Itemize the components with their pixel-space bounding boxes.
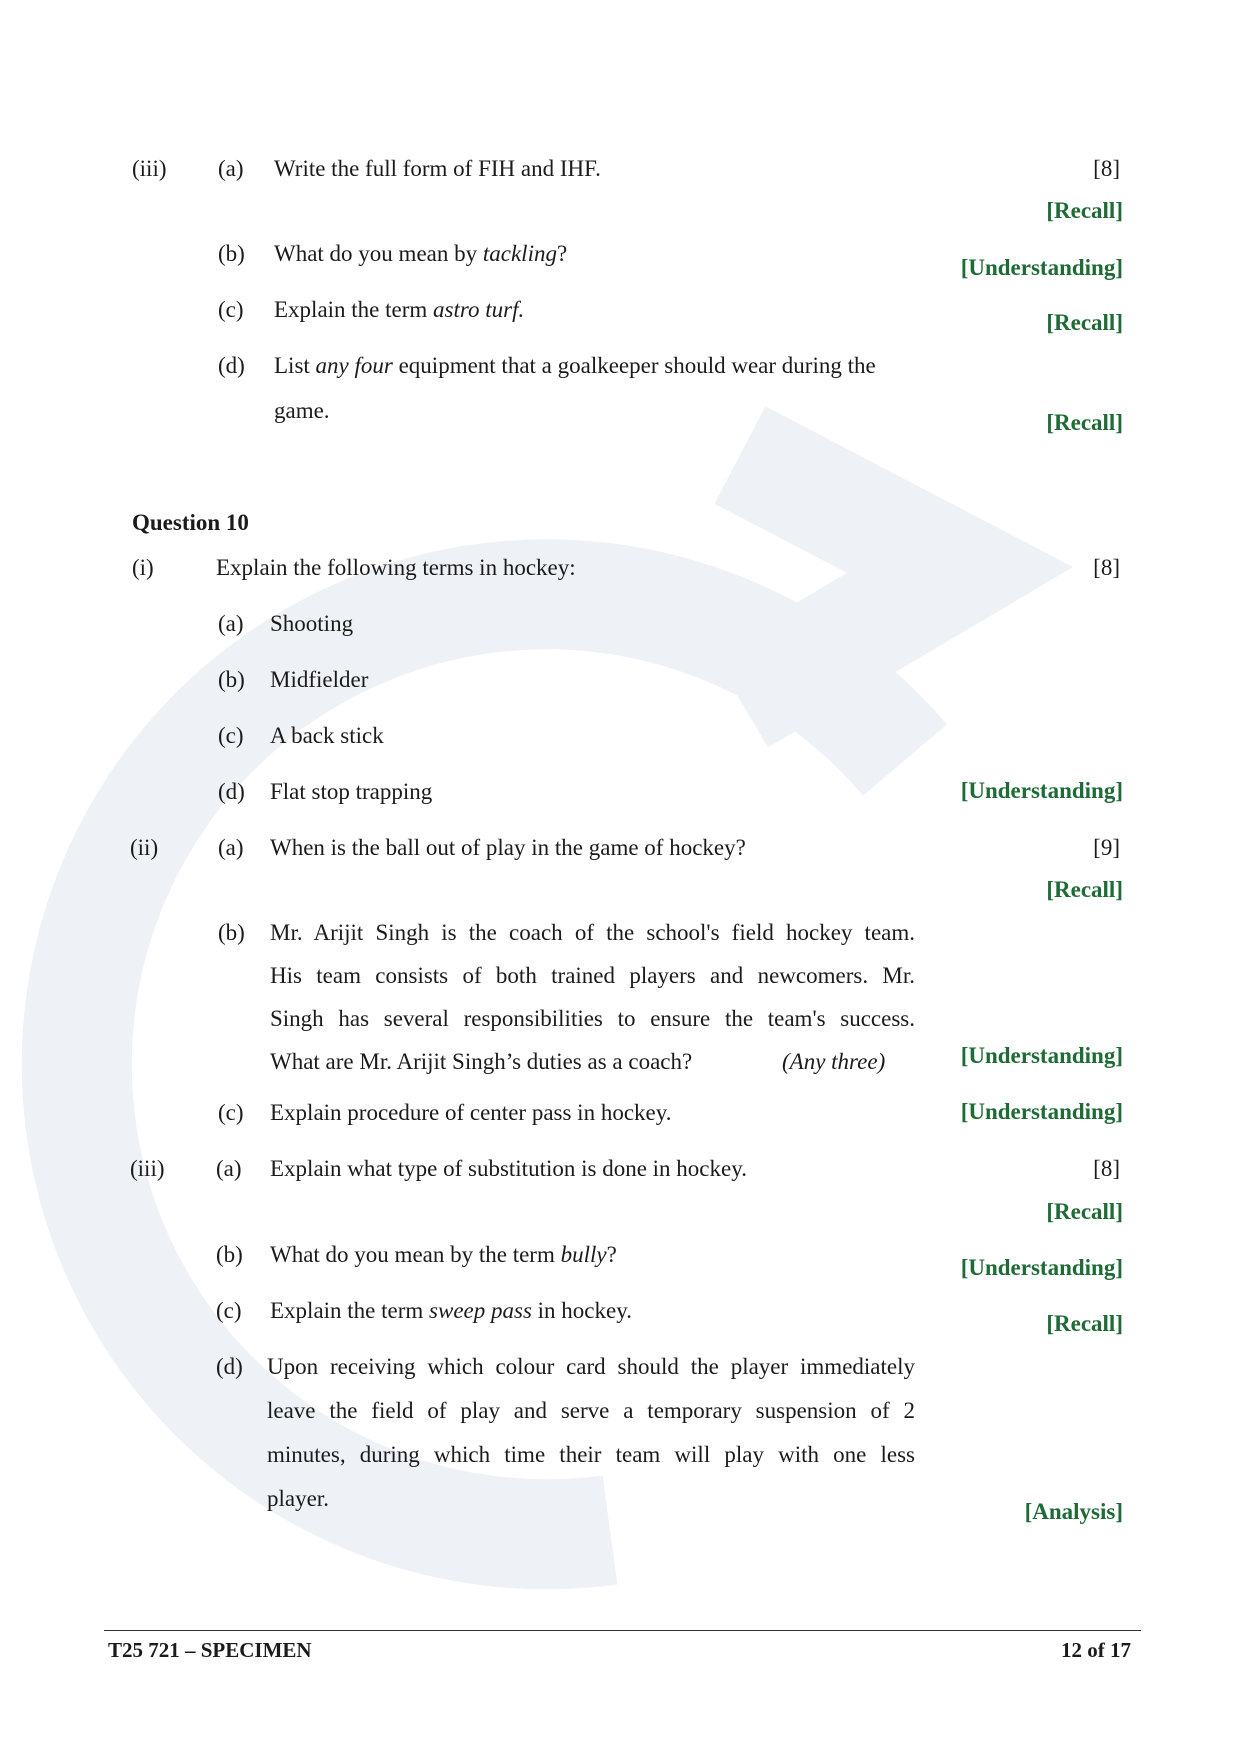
q10-ii-b-line: Mr. Arijit Singh is the coach of the school's field hockey team. xyxy=(270,920,915,945)
q10-iii-d-line: leave the field of play and serve a temporary suspension of 2 xyxy=(267,1398,915,1423)
q9-iii-d-letter: (d) xyxy=(218,353,245,378)
q10-i-tag: [Understanding] xyxy=(960,778,1123,803)
q9-iii-d-text: List any four equipment that a goalkeeper should wear during the xyxy=(274,353,876,378)
q10-iii-d-line: Upon receiving which colour card should the player immediately xyxy=(267,1354,915,1379)
q10-ii-b-line: Singh has several responsibilities to ensure the team's success. xyxy=(270,1006,915,1031)
q10-ii-b-line-last: What are Mr. Arijit Singh’s duties as a coach? xyxy=(270,1049,693,1074)
q9-iii-c-text: Explain the term astro turf. xyxy=(274,297,525,322)
q10-ii-b-tag: [Understanding] xyxy=(960,1043,1123,1068)
q10-ii-marks: [9] xyxy=(1093,835,1120,860)
q10-iii-a-letter: (a) xyxy=(216,1156,242,1181)
q9-iii-b-tag: [Understanding] xyxy=(960,255,1123,280)
footer-paper-code: T25 721 – SPECIMEN xyxy=(108,1638,312,1662)
q10-i-d-letter: (d) xyxy=(218,779,245,804)
q9-iii-b-text: What do you mean by tackling? xyxy=(274,241,568,266)
q10-iii-c-letter: (c) xyxy=(216,1298,242,1323)
q10-iii-b-letter: (b) xyxy=(216,1242,243,1267)
q10-iii-marks: [8] xyxy=(1093,1156,1120,1181)
footer-page-number: 12 of 17 xyxy=(1061,1638,1131,1662)
q9-iii-number: (iii) xyxy=(132,156,167,181)
q10-iii-b-text: What do you mean by the term bully? xyxy=(270,1242,617,1267)
question-10-heading: Question 10 xyxy=(132,510,249,535)
q10-iii-c-tag: [Recall] xyxy=(1046,1311,1123,1336)
q9-iii-a-tag: [Recall] xyxy=(1046,198,1123,223)
q9-iii-c-tag: [Recall] xyxy=(1046,310,1123,335)
q10-ii-b-hint: (Any three) xyxy=(782,1049,886,1074)
q10-i-d-term: Flat stop trapping xyxy=(270,779,433,804)
q10-iii-d-letter: (d) xyxy=(216,1354,243,1379)
q9-iii-c-letter: (c) xyxy=(218,297,244,322)
q10-iii-b-tag: [Understanding] xyxy=(960,1255,1123,1280)
q10-i-marks: [8] xyxy=(1093,555,1120,580)
q10-ii-a-tag: [Recall] xyxy=(1046,877,1123,902)
q10-ii-a-letter: (a) xyxy=(218,835,244,860)
q10-ii-b-letter: (b) xyxy=(218,920,245,945)
q10-i-a-letter: (a) xyxy=(218,611,244,636)
q10-iii-d-line-last: player. xyxy=(267,1486,329,1511)
q10-iii-d-tag: [Analysis] xyxy=(1024,1499,1123,1524)
q10-ii-c-text: Explain procedure of center pass in hockey. xyxy=(270,1100,672,1125)
q10-ii-number: (ii) xyxy=(130,835,159,860)
q10-iii-c-text: Explain the term sweep pass in hockey. xyxy=(270,1298,632,1323)
q10-ii-b-line: His team consists of both trained players and newcomers. Mr. xyxy=(270,963,915,988)
q10-i-b-term: Midfielder xyxy=(270,667,369,692)
q9-iii-d-tag: [Recall] xyxy=(1046,410,1123,435)
q10-ii-a-text: When is the ball out of play in the game of hockey? xyxy=(270,835,746,860)
q10-i-text: Explain the following terms in hockey: xyxy=(216,555,576,580)
q10-iii-a-tag: [Recall] xyxy=(1046,1199,1123,1224)
q10-i-c-term: A back stick xyxy=(270,723,384,748)
footer-rule xyxy=(104,1630,1141,1631)
q10-ii-c-letter: (c) xyxy=(218,1100,244,1125)
q9-iii-d-text-line2: game. xyxy=(274,398,330,423)
q10-ii-c-tag: [Understanding] xyxy=(960,1099,1123,1124)
q9-iii-marks: [8] xyxy=(1093,156,1120,181)
q10-i-b-letter: (b) xyxy=(218,667,245,692)
q10-i-a-term: Shooting xyxy=(270,611,354,636)
q10-i-number: (i) xyxy=(132,555,154,580)
q9-iii-a-letter: (a) xyxy=(218,156,244,181)
q9-iii-a-text: Write the full form of FIH and IHF. xyxy=(274,156,601,181)
q10-iii-number: (iii) xyxy=(130,1156,165,1181)
q10-iii-a-text: Explain what type of substitution is done in hockey. xyxy=(270,1156,747,1181)
q10-iii-d-line: minutes, during which time their team will play with one less xyxy=(267,1442,915,1467)
q10-i-c-letter: (c) xyxy=(218,723,244,748)
q9-iii-b-letter: (b) xyxy=(218,241,245,266)
